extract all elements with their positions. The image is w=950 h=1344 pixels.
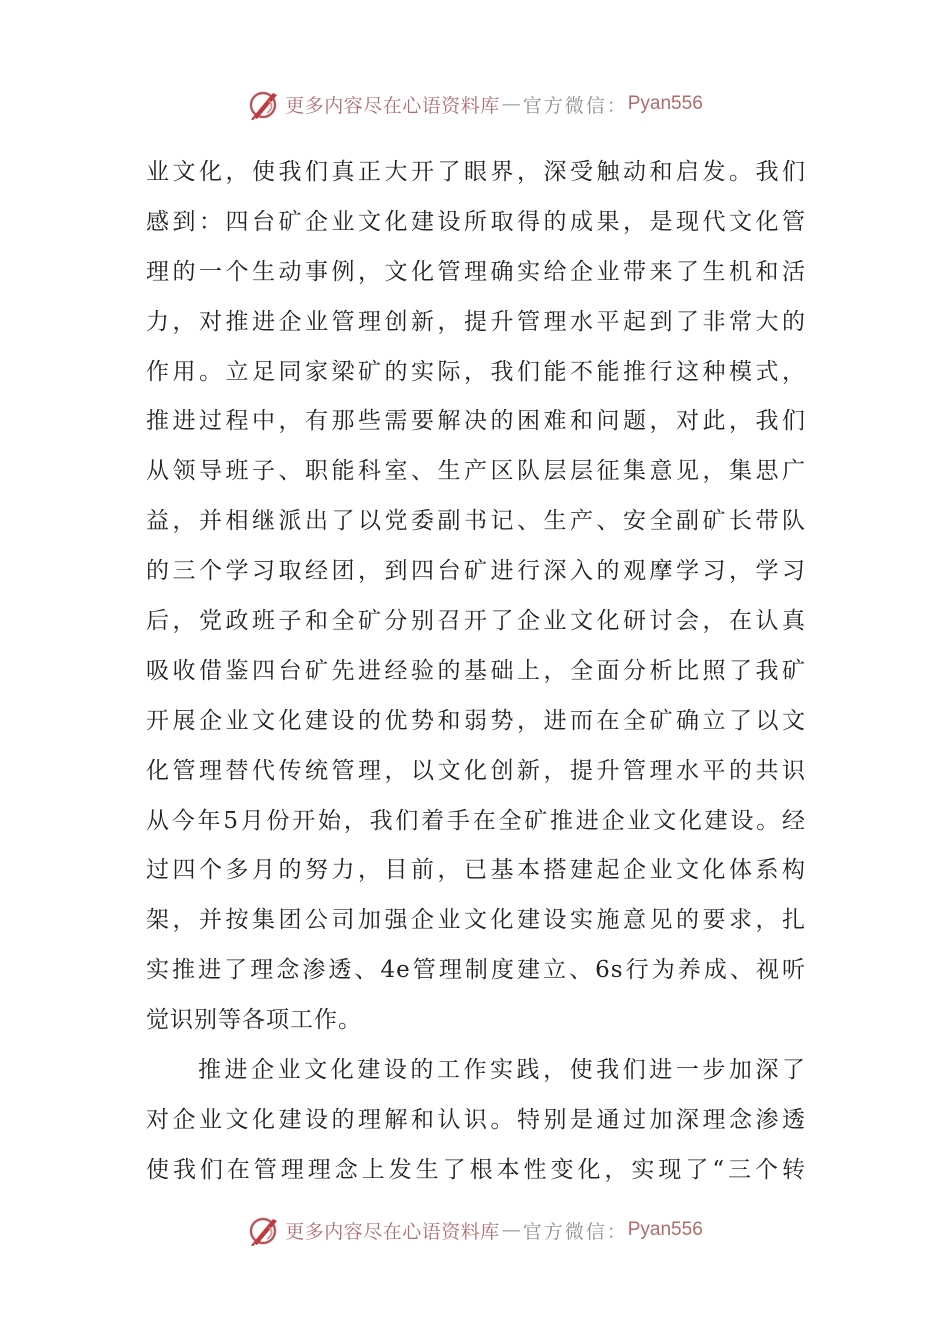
body-line: 后，党政班子和全矿分别召开了企业文化研讨会，在认真: [146, 608, 806, 635]
wechat-id: Pyan556: [627, 93, 703, 114]
body-line: 力，对推进企业管理创新，提升管理水平起到了非常大的: [146, 308, 806, 335]
site-name-text: 更多内容尽在心语资料库: [285, 1220, 500, 1243]
header-watermark: [0, 86, 950, 122]
body-line: 架，并按集团公司加强企业文化建设实施意见的要求，扎: [146, 907, 806, 934]
body-line: 推进过程中，有那些需要解决的困难和问题，对此，我们: [146, 408, 806, 435]
body-line: 使我们在管理理念上发生了根本性变化，实现了“三个转: [146, 1156, 806, 1183]
pen-logo-icon: [247, 1213, 281, 1247]
body-line: 感到：四台矿企业文化建设所取得的成果，是现代文化管: [146, 208, 806, 235]
site-name-text: 更多内容尽在心语资料库: [285, 94, 500, 117]
wechat-id: Pyan556: [627, 1219, 703, 1240]
body-line: 化管理替代传统管理，以文化创新，提升管理水平的共识: [146, 757, 806, 784]
footer-watermark: [0, 1212, 950, 1248]
body-line: 益，并相继派出了以党委副书记、生产、安全副矿长带队: [146, 508, 806, 535]
body-line: 从领导班子、职能科室、生产区队层层征集意见，集思广: [146, 458, 806, 485]
body-line: 开展企业文化建设的优势和弱势，进而在全矿确立了以文: [146, 707, 806, 734]
pen-logo-icon: [247, 87, 281, 121]
body-line: 吸收借鉴四台矿先进经验的基础上，全面分析比照了我矿: [146, 657, 806, 684]
body-line: 对企业文化建设的理解和认识。特别是通过加深理念渗透: [146, 1106, 806, 1133]
body-line: 觉识别等各项工作。: [146, 1007, 362, 1034]
body-line-paragraph-start: 推进企业文化建设的工作实践，使我们进一步加深了: [198, 1057, 806, 1084]
body-line: 实推进了理念渗透、4e管理制度建立、6s行为养成、视听: [146, 957, 806, 984]
wechat-label: 官方微信：: [522, 1220, 628, 1243]
document-body: [146, 148, 806, 1196]
body-line: 业文化，使我们真正大开了眼界，深受触动和启发。我们: [146, 159, 806, 185]
body-line: 的三个学习取经团，到四台矿进行深入的观摩学习，学习: [146, 558, 806, 585]
body-line: 过四个多月的努力，目前，已基本搭建起企业文化体系构: [146, 857, 806, 884]
body-line: 从今年5月份开始，我们着手在全矿推进企业文化建设。经: [146, 807, 806, 834]
body-line: 理的一个生动事例，文化管理确实给企业带来了生机和活: [146, 258, 806, 285]
banner-separator: —: [501, 93, 521, 115]
banner-separator: —: [501, 1219, 521, 1241]
body-line: 作用。立足同家梁矿的实际，我们能不能推行这种模式，: [146, 358, 806, 385]
wechat-label: 官方微信：: [522, 94, 628, 117]
